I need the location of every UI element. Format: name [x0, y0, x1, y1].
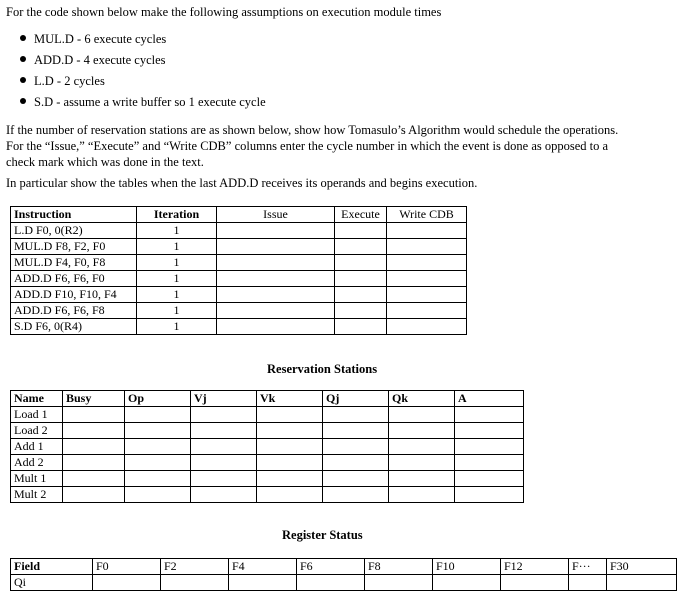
cycle-cell[interactable]	[335, 287, 387, 303]
station-cell[interactable]	[63, 423, 125, 439]
qi-cell[interactable]	[93, 575, 161, 591]
station-cell[interactable]	[125, 455, 191, 471]
qi-cell[interactable]	[607, 575, 677, 591]
register-status-title: Register Status	[282, 528, 363, 542]
col-header: F2	[161, 559, 229, 575]
paragraph-line: check mark which was done in the text.	[6, 155, 204, 169]
station-cell[interactable]	[323, 423, 389, 439]
col-header: Busy	[63, 391, 125, 407]
qi-cell[interactable]	[501, 575, 569, 591]
station-cell[interactable]	[63, 439, 125, 455]
intro-text: For the code shown below make the following assumptions on execution module times	[6, 5, 442, 19]
instruction-row	[11, 255, 467, 271]
cycle-cell[interactable]	[387, 239, 467, 255]
station-cell[interactable]	[125, 407, 191, 423]
station-name: Mult 1	[11, 471, 63, 487]
qi-cell[interactable]	[229, 575, 297, 591]
cycle-cell[interactable]	[217, 239, 335, 255]
reservation-stations-table	[10, 390, 524, 503]
bullet-item: L.D - 2 cycles	[20, 74, 105, 89]
station-cell[interactable]	[257, 487, 323, 503]
iteration-cell: 1	[137, 255, 217, 271]
paragraph-text: In particular show the tables when the last ADD.D receives its operands and begins execution.	[6, 176, 478, 190]
col-header: Issue	[217, 207, 335, 223]
iteration-cell: 1	[137, 319, 217, 335]
col-header: F30	[607, 559, 677, 575]
col-header: Vk	[257, 391, 323, 407]
station-cell[interactable]	[63, 407, 125, 423]
station-cell[interactable]	[323, 455, 389, 471]
col-header: Instruction	[11, 207, 137, 223]
station-cell[interactable]	[455, 407, 524, 423]
station-cell[interactable]	[191, 471, 257, 487]
iteration-cell: 1	[137, 223, 217, 239]
station-cell[interactable]	[257, 407, 323, 423]
cycle-cell[interactable]	[217, 319, 335, 335]
station-cell[interactable]	[125, 439, 191, 455]
paragraph-line: For the “Issue,” “Execute” and “Write CDB” columns enter the cycle number in which the event is done as opposed to a	[6, 139, 609, 153]
station-cell[interactable]	[191, 407, 257, 423]
cycle-cell[interactable]	[335, 223, 387, 239]
col-header: F6	[297, 559, 365, 575]
col-header: Op	[125, 391, 191, 407]
qi-cell[interactable]	[297, 575, 365, 591]
instruction-row	[11, 239, 467, 255]
col-header: F8	[365, 559, 433, 575]
cycle-cell[interactable]	[217, 255, 335, 271]
iteration-cell: 1	[137, 287, 217, 303]
station-cell[interactable]	[257, 439, 323, 455]
station-cell[interactable]	[455, 455, 524, 471]
station-cell[interactable]	[125, 471, 191, 487]
col-header: F0	[93, 559, 161, 575]
station-cell[interactable]	[191, 439, 257, 455]
col-header: Vj	[191, 391, 257, 407]
cycle-cell[interactable]	[217, 303, 335, 319]
col-header: F12	[501, 559, 569, 575]
cycle-cell[interactable]	[335, 319, 387, 335]
col-header: Write CDB	[387, 207, 467, 223]
station-name: Load 2	[11, 423, 63, 439]
instruction-table	[10, 206, 467, 335]
col-header: Qj	[323, 391, 389, 407]
col-header: F4	[229, 559, 297, 575]
station-cell[interactable]	[257, 423, 323, 439]
register-status-table	[10, 558, 677, 591]
station-name: Add 1	[11, 439, 63, 455]
paragraph-line: If the number of reservation stations are as shown below, show how Tomasulo’s Algorithm would schedule the operations.	[6, 123, 619, 137]
station-cell[interactable]	[323, 407, 389, 423]
instruction-cell: ADD.D F10, F10, F4	[11, 287, 137, 303]
station-cell[interactable]	[191, 487, 257, 503]
cycle-cell[interactable]	[217, 223, 335, 239]
instruction-row	[11, 223, 467, 239]
station-name: Add 2	[11, 455, 63, 471]
qi-cell[interactable]	[569, 575, 607, 591]
station-cell[interactable]	[455, 439, 524, 455]
instruction-row	[11, 303, 467, 319]
station-cell[interactable]	[455, 471, 524, 487]
station-cell[interactable]	[257, 471, 323, 487]
station-cell[interactable]	[323, 471, 389, 487]
row-label: Qi	[11, 575, 93, 591]
bullet-icon	[20, 56, 26, 62]
cycle-cell[interactable]	[335, 303, 387, 319]
reservation-stations-title: Reservation Stations	[267, 362, 378, 376]
instruction-cell: S.D F6, 0(R4)	[11, 319, 137, 335]
bullet-icon	[20, 35, 26, 41]
station-cell[interactable]	[389, 471, 455, 487]
station-cell[interactable]	[125, 423, 191, 439]
col-header: F10	[433, 559, 501, 575]
cycle-cell[interactable]	[387, 255, 467, 271]
station-cell[interactable]	[389, 407, 455, 423]
rs-header-row	[11, 391, 524, 407]
station-cell[interactable]	[125, 487, 191, 503]
station-name: Load 1	[11, 407, 63, 423]
instruction-cell: ADD.D F6, F6, F8	[11, 303, 137, 319]
iteration-cell: 1	[137, 303, 217, 319]
station-cell[interactable]	[191, 423, 257, 439]
cycle-cell[interactable]	[335, 255, 387, 271]
bullet-item: ADD.D - 4 execute cycles	[20, 53, 166, 68]
station-cell[interactable]	[389, 487, 455, 503]
instruction-row	[11, 287, 467, 303]
cycle-cell[interactable]	[387, 223, 467, 239]
instruction-header-row	[11, 207, 467, 223]
station-name: Mult 2	[11, 487, 63, 503]
reservation-station-row	[11, 487, 524, 503]
instruction-row	[11, 271, 467, 287]
bullet-icon	[20, 77, 26, 83]
station-cell[interactable]	[323, 487, 389, 503]
bullet-item: MUL.D - 6 execute cycles	[20, 32, 166, 47]
cycle-cell[interactable]	[335, 239, 387, 255]
station-cell[interactable]	[191, 455, 257, 471]
col-header: A	[455, 391, 524, 407]
cycle-cell[interactable]	[387, 287, 467, 303]
station-cell[interactable]	[389, 423, 455, 439]
station-cell[interactable]	[389, 455, 455, 471]
station-cell[interactable]	[63, 487, 125, 503]
reservation-station-row	[11, 471, 524, 487]
col-header: Name	[11, 391, 63, 407]
qi-cell[interactable]	[161, 575, 229, 591]
qi-cell[interactable]	[365, 575, 433, 591]
station-cell[interactable]	[63, 455, 125, 471]
station-cell[interactable]	[389, 439, 455, 455]
cycle-cell[interactable]	[387, 303, 467, 319]
station-cell[interactable]	[323, 439, 389, 455]
reservation-station-row	[11, 423, 524, 439]
register-qi-row	[11, 575, 677, 591]
instruction-row	[11, 319, 467, 335]
reservation-station-row	[11, 407, 524, 423]
col-header: Qk	[389, 391, 455, 407]
reservation-station-row	[11, 439, 524, 455]
qi-cell[interactable]	[433, 575, 501, 591]
register-header-row	[11, 559, 677, 575]
bullet-item: S.D - assume a write buffer so 1 execute cycle	[20, 95, 266, 110]
col-header: Field	[11, 559, 93, 575]
col-header: F···	[569, 559, 607, 575]
bullet-icon	[20, 98, 26, 104]
instruction-cell: MUL.D F8, F2, F0	[11, 239, 137, 255]
cycle-cell[interactable]	[387, 271, 467, 287]
col-header: Execute	[335, 207, 387, 223]
cycle-cell[interactable]	[387, 319, 467, 335]
cycle-cell[interactable]	[335, 271, 387, 287]
station-cell[interactable]	[257, 455, 323, 471]
cycle-cell[interactable]	[217, 287, 335, 303]
col-header: Iteration	[137, 207, 217, 223]
station-cell[interactable]	[455, 487, 524, 503]
cycle-cell[interactable]	[217, 271, 335, 287]
instruction-cell: MUL.D F4, F0, F8	[11, 255, 137, 271]
iteration-cell: 1	[137, 239, 217, 255]
reservation-station-row	[11, 455, 524, 471]
station-cell[interactable]	[63, 471, 125, 487]
instruction-cell: ADD.D F6, F6, F0	[11, 271, 137, 287]
iteration-cell: 1	[137, 271, 217, 287]
station-cell[interactable]	[455, 423, 524, 439]
instruction-cell: L.D F0, 0(R2)	[11, 223, 137, 239]
